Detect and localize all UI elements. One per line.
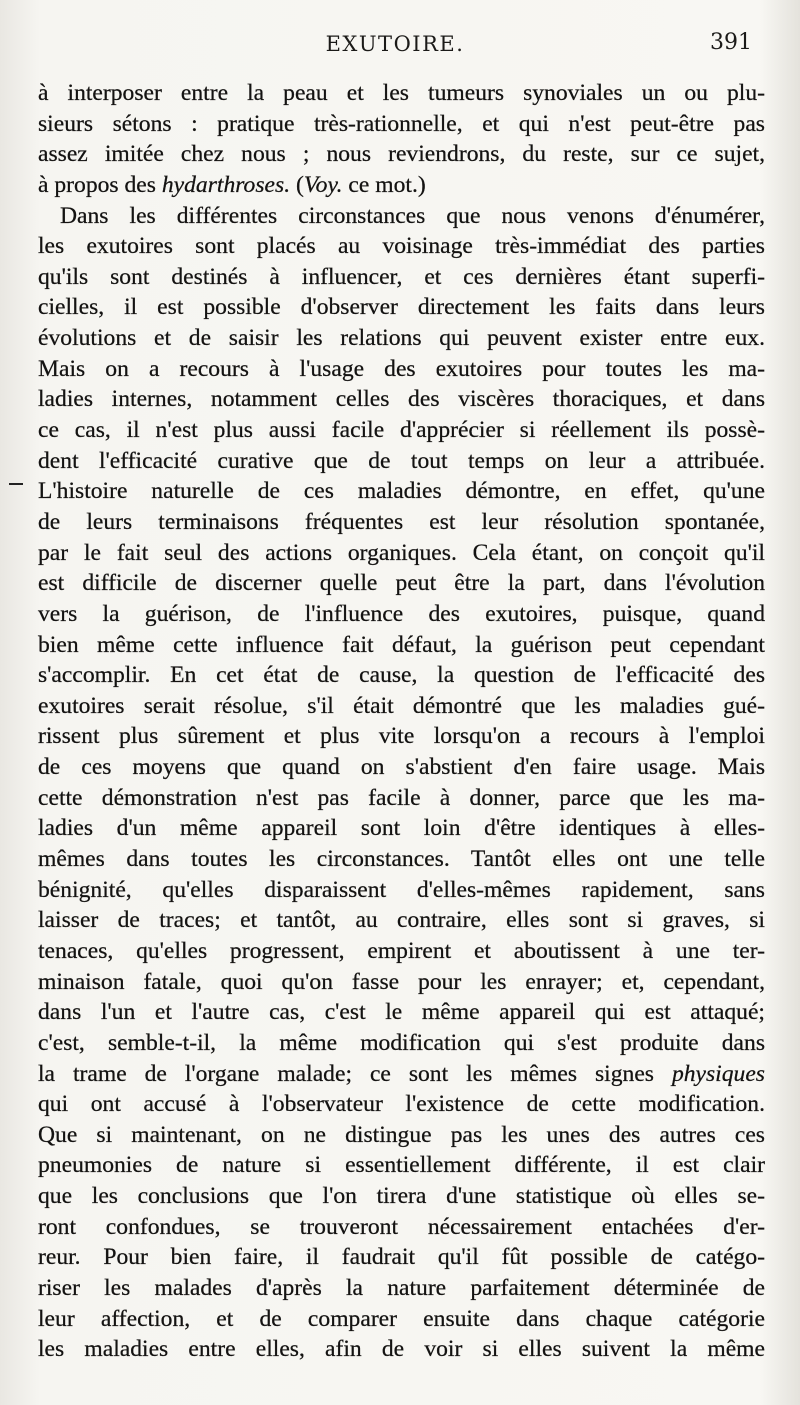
text-line: reur. Pour bien faire, il faudrait qu'il fût possible de catégo- — [38, 1244, 765, 1271]
text-line: leur affection, et de comparer ensuite dans chaque catégorie — [38, 1305, 765, 1332]
text-line: dans l'un et l'autre cas, c'est le même appareil qui est attaqué; — [38, 999, 765, 1026]
text-line: qui ont accusé à l'observateur l'existence de cette modification. — [38, 1091, 765, 1118]
text-line: laisser de traces; et tantôt, au contraire, elles sont si graves, si — [38, 907, 765, 934]
text-line: vers la guérison, de l'influence des exutoires, puisque, quand — [38, 600, 765, 627]
text-line: qu'ils sont destinés à influencer, et ces dernières étant superfi- — [38, 263, 765, 290]
page-header — [0, 30, 800, 64]
text-line: sieurs sétons : pratique très-rationnelle, et qui n'est peut-être pas — [38, 110, 765, 137]
text-line: évolutions et de saisir les relations qui peuvent exister entre eux. — [38, 325, 765, 352]
text-line: pneumonies de nature si essentiellement différente, il est clair — [38, 1152, 765, 1179]
text-line: à interposer entre la peau et les tumeurs synoviales un ou plu- — [38, 80, 765, 106]
text-line: est difficile de discerner quelle peut être la part, dans l'évolution — [38, 570, 765, 597]
text-line: par le fait seul des actions organiques. Cela étant, on conçoit qu'il — [38, 539, 765, 566]
margin-dash-mark — [9, 483, 23, 485]
text-line: rissent plus sûrement et plus vite lorsqu'on a recours à l'emploi — [38, 723, 765, 750]
text-line: tenaces, qu'elles progressent, empirent et aboutissent à une ter- — [38, 937, 765, 964]
body-text — [38, 78, 765, 1365]
italic-term: hydarthroses. — [161, 171, 291, 198]
text-line: les exutoires sont placés au voisinage très-immédiat des parties — [38, 233, 765, 260]
text-line: ladies d'un même appareil sont loin d'être identiques à elles- — [38, 815, 765, 842]
text-line: Dans les différentes circonstances que nous venons d'énumérer, — [60, 202, 765, 229]
italic-abbrev: Voy. — [303, 171, 343, 198]
text-line: dent l'efficacité curative que de tout temps on leur a attribuée. — [38, 447, 765, 474]
text-line: s'accomplir. En cet état de cause, la question de l'efficacité des — [38, 662, 765, 689]
text-line: que les conclusions que l'on tirera d'une statistique où elles se- — [38, 1183, 765, 1210]
text-line: c'est, semble-t-il, la même modification qui s'est produite dans — [38, 1029, 765, 1056]
text-line: bien même cette influence fait défaut, la guérison peut cependant — [38, 631, 765, 658]
text-line: exutoires serait résolue, s'il était démontré que les maladies gué- — [38, 692, 765, 719]
text-line: cielles, il est possible d'observer directement les faits dans leurs — [38, 294, 765, 321]
text-line: ladies internes, notamment celles des viscères thoraciques, et dans — [38, 386, 765, 413]
text-line: mêmes dans toutes les circonstances. Tantôt elles ont une telle — [38, 846, 765, 873]
italic-term: physiques — [671, 1060, 765, 1087]
text-line: riser les malades d'après la nature parfaitement déterminée de — [38, 1274, 765, 1301]
text-line: ront confondues, se trouveront nécessairement entachées d'er- — [38, 1213, 765, 1240]
text-line: L'histoire naturelle de ces maladies démontre, en effet, qu'une — [38, 478, 765, 505]
running-title: EXUTOIRE. — [325, 32, 465, 56]
page-number: 391 — [710, 30, 752, 55]
text-line: à propos des hydarthroses. (Voy. ce mot.) — [38, 171, 426, 198]
text-line: les maladies entre elles, afin de voir si elles suivent la même — [38, 1336, 765, 1363]
text-line: de ces moyens que quand on s'abstient d'en faire usage. Mais — [38, 754, 765, 781]
text-line: de leurs terminaisons fréquentes est leur résolution spontanée, — [38, 508, 765, 535]
text-line: cette démonstration n'est pas facile à donner, parce que les ma- — [38, 784, 765, 811]
text-line: minaison fatale, quoi qu'on fasse pour les enrayer; et, cependant, — [38, 968, 765, 995]
text-line: Que si maintenant, on ne distingue pas les unes des autres ces — [38, 1121, 765, 1148]
text-line: assez imitée chez nous ; nous reviendrons, du reste, sur ce sujet, — [38, 141, 765, 168]
text-line: Mais on a recours à l'usage des exutoires pour toutes les ma- — [38, 355, 765, 382]
text-line: bénignité, qu'elles disparaissent d'elles-mêmes rapidement, sans — [38, 876, 765, 903]
text-line: la trame de l'organe malade; ce sont les mêmes signes physiques — [38, 1060, 765, 1087]
text-line: ce cas, il n'est plus aussi facile d'apprécier si réellement ils possè- — [38, 417, 765, 444]
